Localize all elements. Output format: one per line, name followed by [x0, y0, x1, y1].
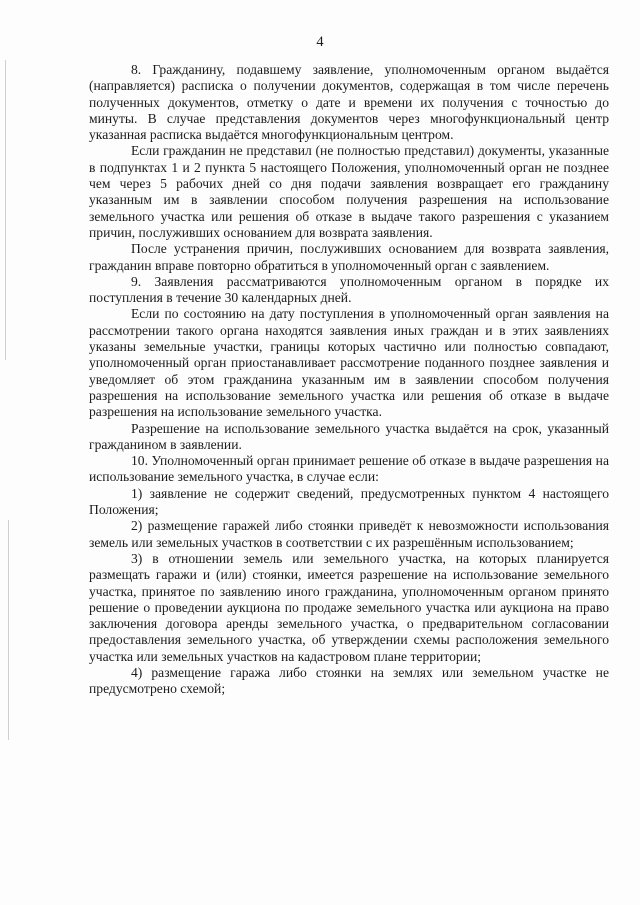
- document-body: [89, 62, 609, 698]
- paragraph-permit-term: Разрешение на использование земельного участка выдаётся на срок, указанный гражданином в заявлении.: [89, 420, 609, 452]
- list-item-4: 4) размещение гаража либо стоянки на землях или земельном участке не предусмотрено схемой;: [89, 664, 609, 697]
- paragraph-10: 10. Уполномоченный орган принимает решение об отказе в выдаче разрешения на использование земельного участка, в случае если:: [89, 453, 609, 485]
- paragraph-9: 9. Заявления рассматриваются уполномоченным органом в порядке их поступления в течение 30 календарных дней.: [89, 273, 609, 306]
- list-item-1: 1) заявление не содержит сведений, предусмотренных пунктом 4 настоящего Положения;: [89, 485, 609, 518]
- scan-edge-mark: [8, 520, 9, 740]
- page-number: 4: [316, 34, 324, 50]
- paragraph-8: 8. Гражданину, подавшему заявление, уполномоченным органом выдаётся (направляется) расписка о получении документов, содержащая в том числе перечень полученных документов, отметку о дате и времени их получения с точностью до минуты. В случае представления документов через многофункциональный центр указанная расписка выдаётся многофункциональным центром.: [89, 62, 609, 143]
- list-item-2: 2) размещение гаражей либо стоянки приведёт к невозможности использования земель или земельных участков в соответствии с их разрешённым использованием;: [89, 518, 609, 550]
- paragraph-resubmission: После устранения причин, послуживших основанием для возврата заявления, гражданин вправе повторно обратиться в уполномоченный орган с заявлением.: [89, 241, 609, 273]
- paragraph-suspension: Если по состоянию на дату поступления в уполномоченный орган заявления на рассмотрении такого органа находятся заявления иных граждан и в этих заявлениях указаны земельные участки, границы которых частично или полностью совпадают, уполномоченный орган приостанавливает рассмотрение поданного позднее заявления и уведомляет об этом гражданина указанным им в заявлении способом получения разрешения на использование земельного участка или решения об отказе в выдаче разрешения на использование земельного участка.: [89, 306, 609, 420]
- scan-edge-mark: [5, 60, 6, 360]
- list-item-3: 3) в отношении земель или земельного участка, на которых планируется размещать гаражи и (или) стоянки, имеется разрешение на использование земельного участка, принятое по заявлению иного гражданина, уполномоченным органом принято решение о проведении аукциона по продаже земельного участка или аукциона на право заключения договора аренды земельного участка, о предварительном согласовании предоставления земельного участка, об утверждении схемы расположения земельного участка или земельных участков на кадастровом плане территории;: [89, 550, 609, 664]
- paragraph-return-application: Если гражданин не представил (не полностью представил) документы, указанные в подпунктах 1 и 2 пункта 5 настоящего Положения, уполномоченный орган не позднее чем через 5 рабочих дней со дня подачи заявления возвращает его гражданину указанным им в заявлении способом получения разрешения на использование земельного участка или решения об отказе в выдаче такого разрешения с указанием причин, послуживших основанием для возврата заявления.: [89, 143, 609, 240]
